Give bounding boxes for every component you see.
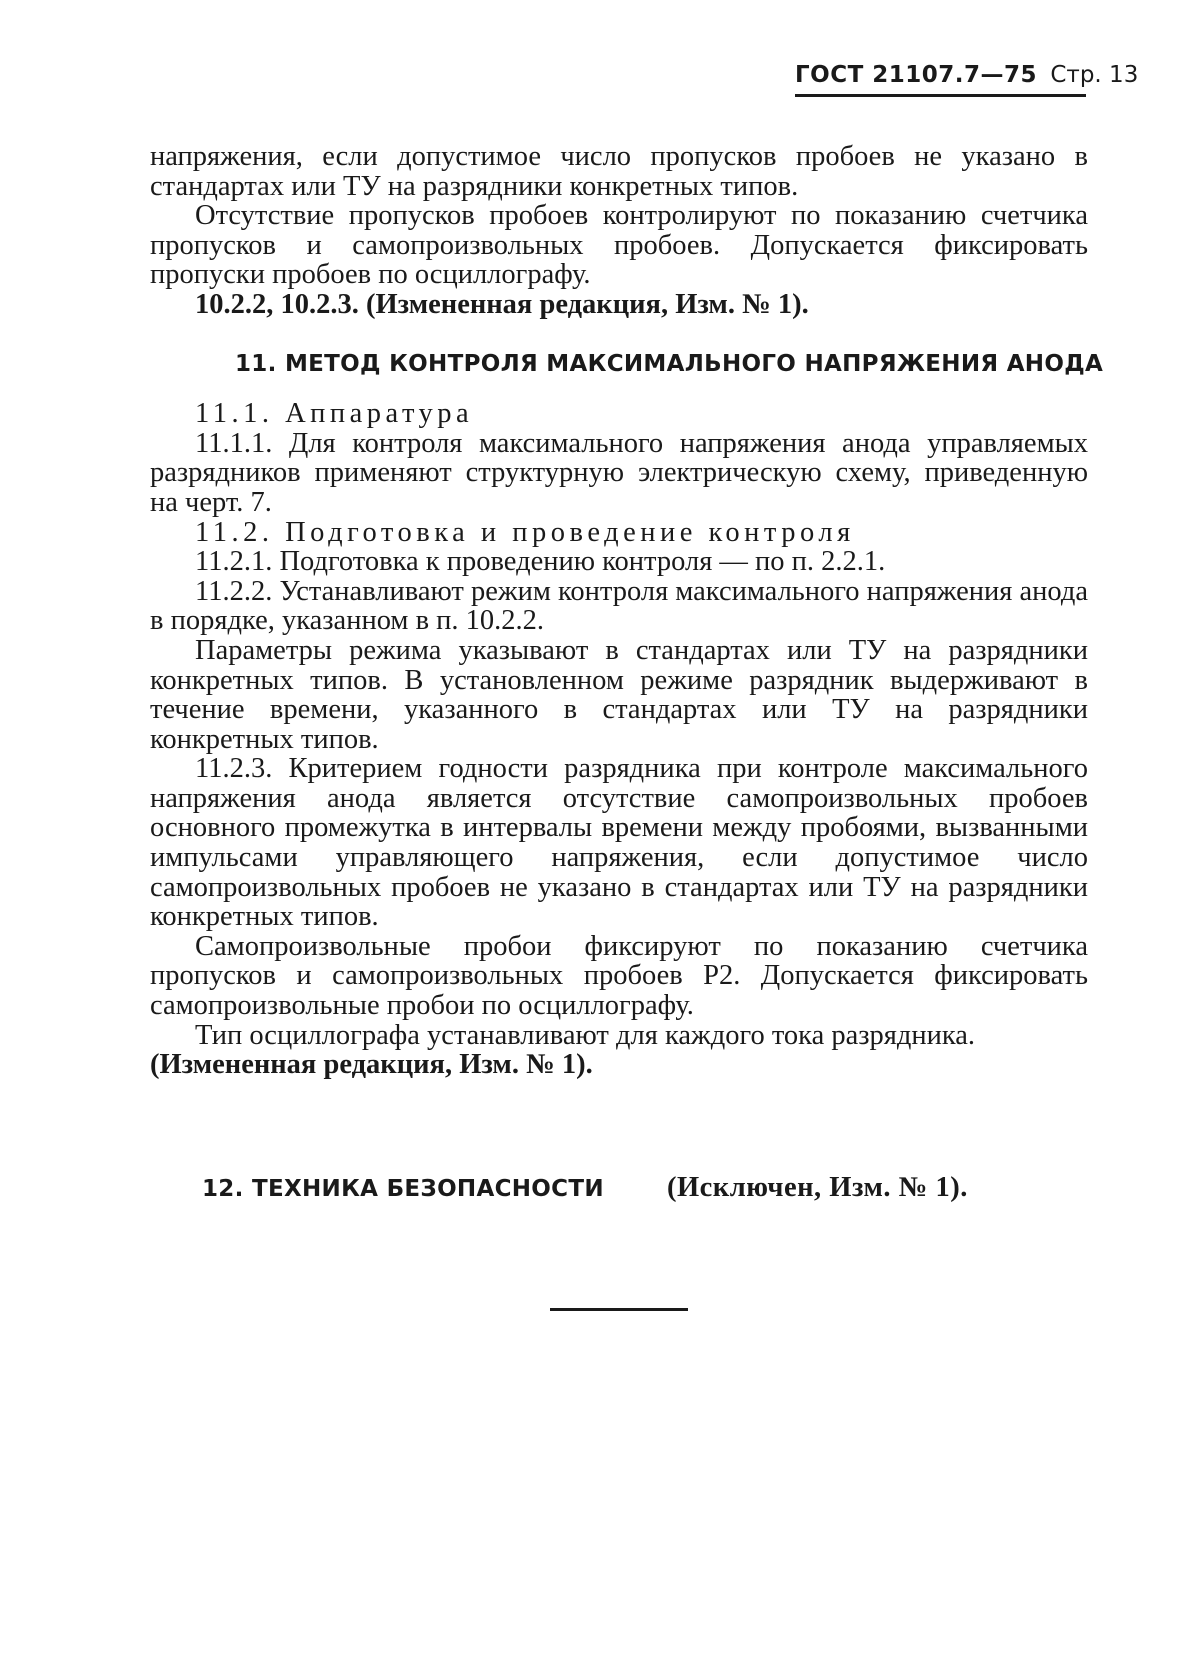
paragraph-continuation: напряжения, если допустимое число пропусков пробоев не указано в стандартах или ТУ на разрядники конкретных типов.: [150, 141, 1088, 202]
paragraph-mode-parameters: Параметры режима указывают в стандартах или ТУ на разрядники конкретных типов. В установленном режиме разрядник выдерживают в течение времени, указанного в стандартах или ТУ на разрядники конкретных типов.: [150, 634, 1088, 755]
clause-11-2-3: 11.2.3. Критерием годности разрядника при контроле максимального напряжения анода является отсутствие самопроизвольных пробоев основного промежутка в интервалы времени между пробоями, вызванными импульсами управляющего напряжения, если допустимое число самопроизвольных пробоев не указано в стандартах или ТУ на разрядники конкретных типов.: [150, 753, 1088, 933]
clause-11-2-2: 11.2.2. Устанавливают режим контроля максимального напряжения анода в порядке, указанном в п. 10.2.2.: [150, 575, 1088, 637]
section-12: [202, 1172, 968, 1204]
section-12-heading: 12. ТЕХНИКА БЕЗОПАСНОСТИ: [202, 1176, 604, 1202]
page-header: [795, 62, 1139, 97]
end-rule: [550, 1308, 688, 1311]
section-12-excluded-note: (Исключен, Изм. № 1).: [667, 1172, 968, 1203]
amendment-note-10: 10.2.2, 10.2.3. (Измененная редакция, Изм. № 1).: [195, 288, 809, 320]
clause-11-2-1: 11.2.1. Подготовка к проведению контроля — по п. 2.2.1.: [195, 546, 886, 578]
clause-11-2: 11.2. Подготовка и проведение контроля: [195, 516, 855, 548]
clause-11-1-1: 11.1.1. Для контроля максимального напряжения анода управляемых разрядников применяют структурную электрическую схему, приведенную на черт. 7.: [150, 427, 1088, 518]
paragraph-self-breakdowns: Самопроизвольные пробои фиксируют по показанию счетчика пропусков и самопроизвольных пробоев P2. Допускается фиксировать самопроизвольные пробои по осциллографу.: [150, 930, 1088, 1022]
paragraph-oscillograph-type: Тип осциллографа устанавливают для каждого тока разрядника.: [195, 1019, 976, 1051]
paragraph-missing-breakdowns: Отсутствие пропусков пробоев контролируют по показанию счетчика пропусков и самопроизвольных пробоев. Допускается фиксировать пропуски пробоев по осциллографу.: [150, 200, 1088, 291]
page-number: Стр. 13: [1050, 62, 1139, 88]
document-body: [150, 141, 1104, 1081]
amendment-note-11: (Измененная редакция, Изм. № 1).: [150, 1049, 593, 1081]
standard-number: ГОСТ 21107.7—75: [795, 62, 1038, 88]
clause-11-1: 11.1. Аппаратура: [195, 398, 474, 430]
section-11-heading: 11. МЕТОД КОНТРОЛЯ МАКСИМАЛЬНОГО НАПРЯЖЕНИЯ АНОДА: [235, 350, 1104, 377]
